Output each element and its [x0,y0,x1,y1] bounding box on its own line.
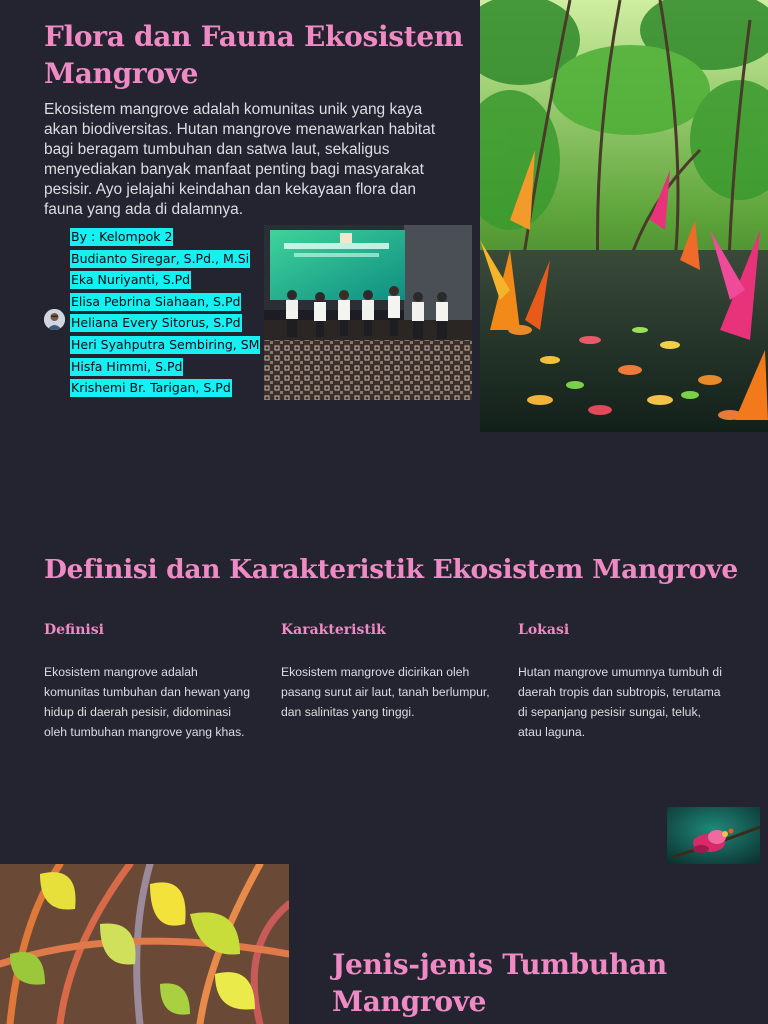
author-name: Eka Nuriyanti, S.Pd [71,272,191,288]
author-item [70,358,260,380]
intro-paragraph: Ekosistem mangrove adalah komunitas unik yang kaya akan biodiversitas. Hutan mangrove menawarkan habitat bagi beragam tumbuhan dan satwa laut, sekaligus menyediakan banyak manfaat penting bagi masyarakat pesisir. Ayo jelajahi keindahan dan kekayaan flora dan fauna yang ada di dalamnya. [44,101,436,218]
author-item [70,379,260,401]
definition-column [44,620,254,742]
column-text: Hutan mangrove umumnya tumbuh di daerah tropis dan subtropis, terutama di sepanjang pesisir sungai, teluk, atau laguna. [518,665,722,739]
column-text: Ekosistem mangrove dicirikan oleh pasang surut air laut, tanah berlumpur, dan salinitas yang tinggi. [281,665,490,719]
author-avatar[interactable] [44,309,65,330]
flower-thumbnail-image [667,807,760,864]
section-title-definition: Definisi dan Karakteristik Ekosistem Mangrove [44,554,738,585]
author-name: Elisa Pebrina Siahaan, S.Pd [71,293,241,309]
mangrove-forest-image [480,0,768,432]
column-heading: Definisi [44,622,104,638]
author-item [70,228,260,250]
section-title-types: Jenis-jenis Tumbuhan Mangrove [332,948,667,1018]
characteristics-column [281,620,491,722]
group-photo [264,225,472,400]
author-name: Budianto Siregar, S.Pd., M.Si [71,250,250,266]
column-heading: Lokasi [518,622,570,638]
author-name: Hisfa Himmi, S.Pd [71,358,183,374]
author-item [70,250,260,272]
author-name: Krishemi Br. Tarigan, S.Pd [71,380,231,396]
author-item [70,293,260,315]
page-title: Flora dan Fauna Ekosistem Mangrove [44,20,464,90]
author-item [70,314,260,336]
author-name: Heliana Every Sitorus, S.Pd [71,315,241,331]
column-heading: Karakteristik [281,622,386,638]
author-group-label: By : Kelompok 2 [71,229,173,244]
author-name: Heri Syahputra Sembiring, SM [71,336,260,352]
person-icon [44,309,65,330]
author-item [70,336,260,358]
mangrove-leaves-image [0,864,289,1024]
author-list [70,228,260,401]
location-column [518,620,728,742]
column-text: Ekosistem mangrove adalah komunitas tumbuhan dan hewan yang hidup di daerah pesisir, didominasi oleh tumbuhan mangrove yang khas. [44,665,250,739]
author-item [70,271,260,293]
